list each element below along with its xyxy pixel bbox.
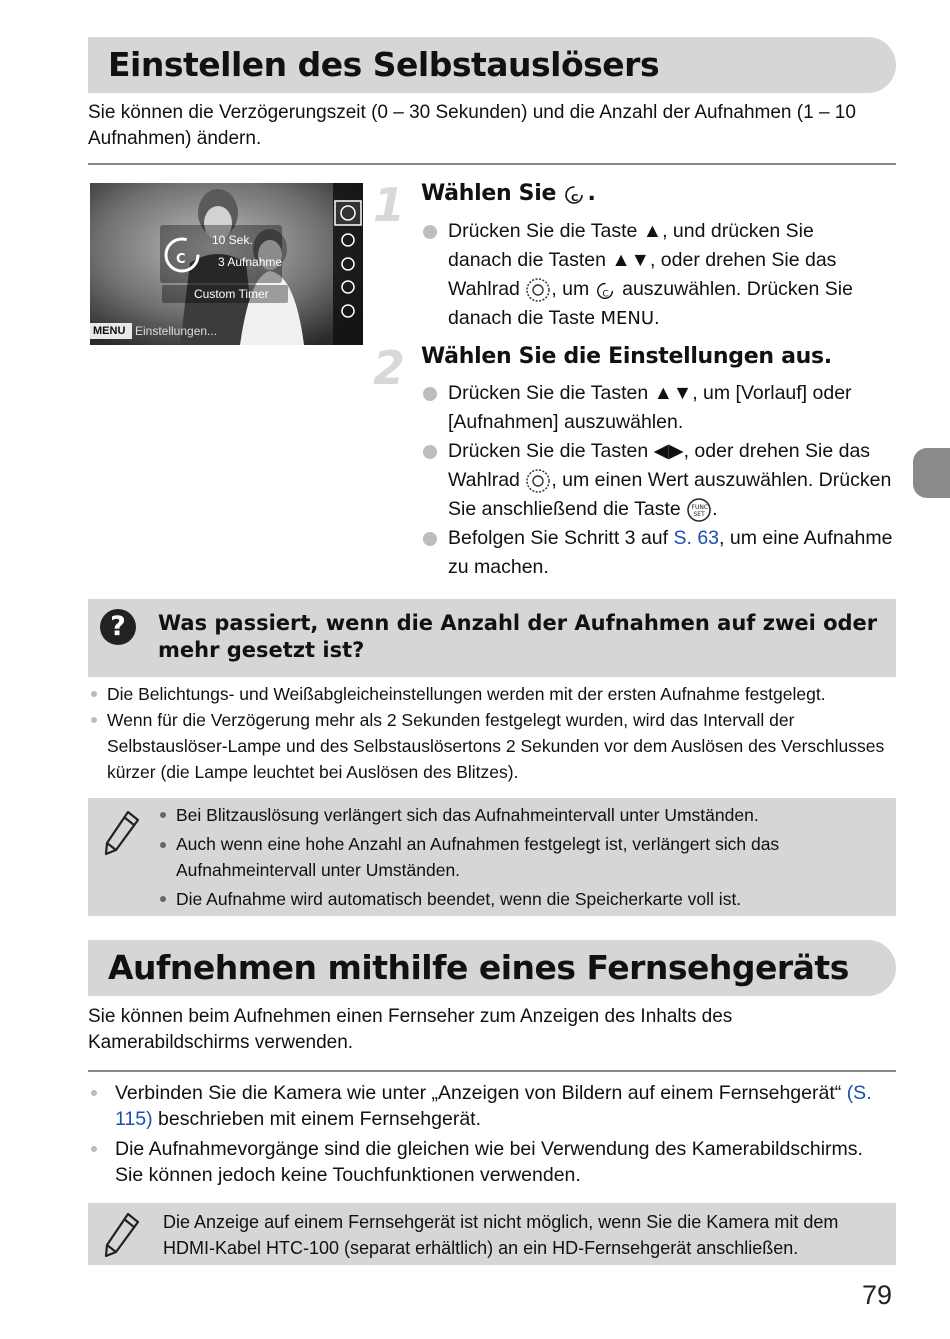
pencil-icon xyxy=(102,808,142,858)
list-item: Die Aufnahmevorgänge sind die gleichen wie bei Verwendung des Kamerabildschirms. Sie können jedoch keine Touchfunktionen verwenden. xyxy=(88,1136,896,1188)
chapter-tab xyxy=(913,448,950,498)
step-title-text: Wählen Sie xyxy=(421,181,557,206)
question-box xyxy=(88,599,896,677)
svg-text:FUNC: FUNC xyxy=(691,503,709,511)
tv-instructions xyxy=(88,1080,896,1192)
camera-screen-image xyxy=(90,183,363,345)
custom-timer-icon xyxy=(563,182,587,206)
list-item: Drücken Sie die Taste ▲, und drücken Sie danach die Tasten ▲▼, oder drehen Sie das Wahlrad , um C auszuwählen. Drücken Sie danach die Taste MENU. xyxy=(421,217,881,333)
page-link[interactable]: (S. 115) xyxy=(115,1082,872,1130)
section-header-self-timer xyxy=(88,37,896,93)
step-number: 1 xyxy=(373,178,406,232)
list-item: Verbinden Sie die Kamera wie unter „Anzeigen von Bildern auf einem Fernsehgerät“ (S. 115) beschrieben mit einem Fernsehgerät. xyxy=(88,1080,896,1132)
section-intro: Sie können beim Aufnehmen einen Fernseher zum Anzeigen des Inhalts des Kamerabildschirms verwenden. xyxy=(88,1006,733,1053)
note-box xyxy=(88,798,896,916)
section-title: Einstellen des Selbstauslösers xyxy=(108,45,660,84)
pencil-icon xyxy=(102,1210,142,1260)
section-intro: Sie können die Verzögerungszeit (0 – 30 Sekunden) und die Anzahl der Aufnahmen (1 – 10 Aufnahmen) ändern. xyxy=(88,102,856,149)
list-item: Die Aufnahme wird automatisch beendet, wenn die Speicherkarte voll ist. xyxy=(158,885,888,913)
up-down-arrows-icon: ▲▼ xyxy=(653,382,693,404)
list-item: Drücken Sie die Tasten ▲▼, um [Vorlauf] oder [Aufnahmen] auszuwählen. xyxy=(421,379,896,437)
list-item: Befolgen Sie Schritt 3 auf S. 63, um eine Aufnahme zu machen. xyxy=(421,524,896,582)
control-dial-icon xyxy=(525,468,551,494)
list-item: Drücken Sie die Tasten ◀▶, oder drehen Sie das Wahlrad , um einen Wert auszuwählen. Drücken Sie anschließend die Taste FUNC SET . xyxy=(421,437,896,524)
svg-text:SET: SET xyxy=(693,510,705,518)
left-right-arrows-icon: ◀▶ xyxy=(653,440,684,462)
timer-shots-value: 3 Aufnahme xyxy=(218,255,283,269)
step-number: 2 xyxy=(373,341,406,395)
menu-settings-label: Einstellungen... xyxy=(135,324,218,338)
custom-timer-icon xyxy=(595,279,617,301)
custom-timer-label: Custom Timer xyxy=(194,287,269,301)
svg-text:C: C xyxy=(176,252,186,267)
svg-text:C: C xyxy=(571,193,579,204)
note-list xyxy=(158,801,888,913)
step-1 xyxy=(373,180,893,340)
step-title-end: . xyxy=(587,181,596,206)
note-box xyxy=(88,1203,896,1265)
svg-text:C: C xyxy=(602,288,609,300)
divider xyxy=(88,163,896,165)
timer-delay-value: 10 Sek. xyxy=(212,233,253,247)
func-set-button-icon xyxy=(686,497,712,523)
question-icon: ? xyxy=(100,609,136,645)
list-item: Wenn für die Verzögerung mehr als 2 Sekunden festgelegt wurden, wird das Intervall der Selbstauslöser-Lampe und des Selbstauslösertons 2 Sekunden vor dem Auslösen des Verschlusses kürzer (die Lampe leuchtet bei Auslösen des Blitzes). xyxy=(88,707,893,785)
divider xyxy=(88,1070,896,1072)
list-item: Die Belichtungs- und Weißabgleicheinstellungen werden mit der ersten Aufnahme festgelegt. xyxy=(88,681,893,707)
question-text: Was passiert, wenn die Anzahl der Aufnahmen auf zwei oder mehr gesetzt ist? xyxy=(158,611,878,662)
menu-key-label: MENU xyxy=(93,325,126,337)
note-text: Die Anzeige auf einem Fernsehgerät ist nicht möglich, wenn Sie die Kamera mit dem HDMI-Kabel HTC-100 (separat erhältlich) an ein HD-Fernsehgerät anschließen. xyxy=(163,1212,839,1258)
list-item: Auch wenn eine hohe Anzahl an Aufnahmen festgelegt ist, verlängert sich das Aufnahmeintervall unter Umständen. xyxy=(158,831,888,883)
page-number: 79 xyxy=(862,1280,893,1310)
menu-button-glyph: MENU xyxy=(600,308,655,329)
step-2-bullets xyxy=(421,379,896,582)
up-arrow-icon: ▲ xyxy=(642,220,663,242)
list-item: Bei Blitzauslösung verlängert sich das Aufnahmeintervall unter Umständen. xyxy=(158,801,888,829)
step-1-bullets xyxy=(421,217,881,333)
page-link[interactable]: S. 63 xyxy=(673,527,720,549)
section-header-tv xyxy=(88,940,896,996)
step-2 xyxy=(373,343,893,588)
control-dial-icon xyxy=(525,277,551,303)
up-down-arrows-icon: ▲▼ xyxy=(611,249,650,271)
question-answers xyxy=(88,681,893,785)
section-title: Aufnehmen mithilfe eines Fernsehgeräts xyxy=(108,948,849,987)
step-title xyxy=(421,180,596,208)
step-title: Wählen Sie die Einstellungen aus. xyxy=(421,344,832,369)
